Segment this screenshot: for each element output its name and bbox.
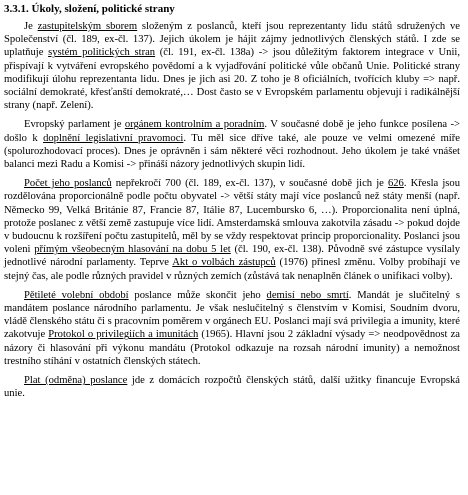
- text-run: (1965). Hlavní jsou 2 základní výsady => neodpovědnost za názory či hlasování při výkonu mandátu (Protokol odkazuje na rozsah národní imunity) a nemožnost trestního stíhání v ostatních členských státech.: [4, 329, 460, 367]
- text-run: Evropský parlament je: [24, 119, 125, 131]
- text-run: složeným z poslanců, kteří jsou reprezentanty lidu států sdružených ve Společenství (čl. 189, ex-čl. 137). Jejich úkolem je hájit zájmy jednotlivých členských států. I zde se uplatňuje: [4, 21, 460, 59]
- underlined-term: doplnění legislativní pravomoci: [43, 132, 184, 144]
- text-run: . Mandát je slučitelný s mandátem poslance národního parlamentu. Je však neslučitelný s členstvím v Komisi, Soudním dvoru, vládě členského státu či s pracovním poměrem v orgánech EU. Poslanci mají svá privilegia a imunity, které zakotvuje: [4, 289, 461, 341]
- underlined-term: zastupitelským sborem: [37, 21, 138, 32]
- underlined-term: 626: [387, 178, 404, 190]
- paragraph: [4, 20, 460, 112]
- underlined-term: Plat (odměna) poslance: [24, 375, 128, 387]
- underlined-term: Protokol o privilegiích a imunitách: [48, 329, 199, 341]
- underlined-term: demisí nebo smrtí: [266, 289, 349, 301]
- underlined-term: Pětileté volební období: [24, 289, 129, 301]
- paragraph: [4, 374, 460, 400]
- underlined-term: systém politických stran: [48, 47, 156, 59]
- text-run: nepřekročí 700 (čl. 189, ex-čl. 137), v současné době jich je: [111, 178, 388, 190]
- paragraph: [4, 118, 460, 171]
- text-run: Je: [24, 21, 38, 32]
- text-run: (čl. 190, ex-čl. 138). Původně své zástupce vysílaly jednotlivé národní parlamenty. Teprve: [4, 244, 461, 269]
- section-heading: 3.3.1. Úkoly, složení, politické strany: [4, 3, 175, 15]
- paragraph: [4, 177, 460, 283]
- text-run: . Tu měl sice dříve také, ale pouze ve velmi omezené míře (spolurozhodovací proces). Dnes je oprávněn i sám některé věci rozhodnout. Jeho úkolem je také vnášet balanci mezi Radu a Komisi -> přináší názory jednotlivých skupin lidí.: [4, 132, 460, 171]
- text-run: poslance může skončit jeho: [128, 289, 267, 301]
- underlined-term: Akt o volbách zástupců: [172, 257, 276, 269]
- text-run: (čl. 191, ex-čl. 138a) -> jsou důležitým faktorem integrace v Unii, přispívají k vytváření evropského povědomí a k vyjadřování politické vůle občanů Unie. Politické strany modifikují úlohu reprezentanta lidu. Dnes je jich asi 20. Z toho je 8 oficiálních, tvořících kluby => např. sociální demokraté, křesťanští demokraté,… Dost často se v Evropském parlamentu objevují i radikálnější strany (např. Zelení).: [4, 47, 460, 112]
- text-run: jde z domácích rozpočtů členských států, další užitky financuje Evropská unie.: [4, 375, 460, 400]
- text-run: (1976) přinesl změnu. Volby probíhají ve stejný čas, ale podle různých pravidel v různých zemích (zůstává tak nenaplněn článek o unifikaci volby).: [4, 257, 460, 282]
- underlined-term: přímým všeobecným hlasování na dobu 5 let: [34, 244, 231, 256]
- text-run: . Křesla jsou rozdělována proporcionálně podle počtu obyvatel -> větší státy mají více poslanců než státy menší (např. Německo 99, Velká Británie 87, Francie 87, Itálie 87, Lucembursko 6, …). Proporcionalita není úplná, protože poslanec z větší země zastupuje více lidí. Amsterdamská smlouva zakotvila zásadu -> pokud dojde v budoucnu k rozšíření počtu zastupitelů, měl by se vždy respektovat princip proporcionality. Poslanci jsou voleni: [4, 178, 461, 256]
- document-body: [4, 20, 460, 400]
- underlined-term: Počet jeho poslanců: [24, 178, 112, 190]
- text-run: . V současné době je jeho funkce posílena -> došlo k: [4, 119, 461, 144]
- paragraph: [4, 289, 460, 368]
- underlined-term: orgánem kontrolním a poradním: [124, 119, 265, 131]
